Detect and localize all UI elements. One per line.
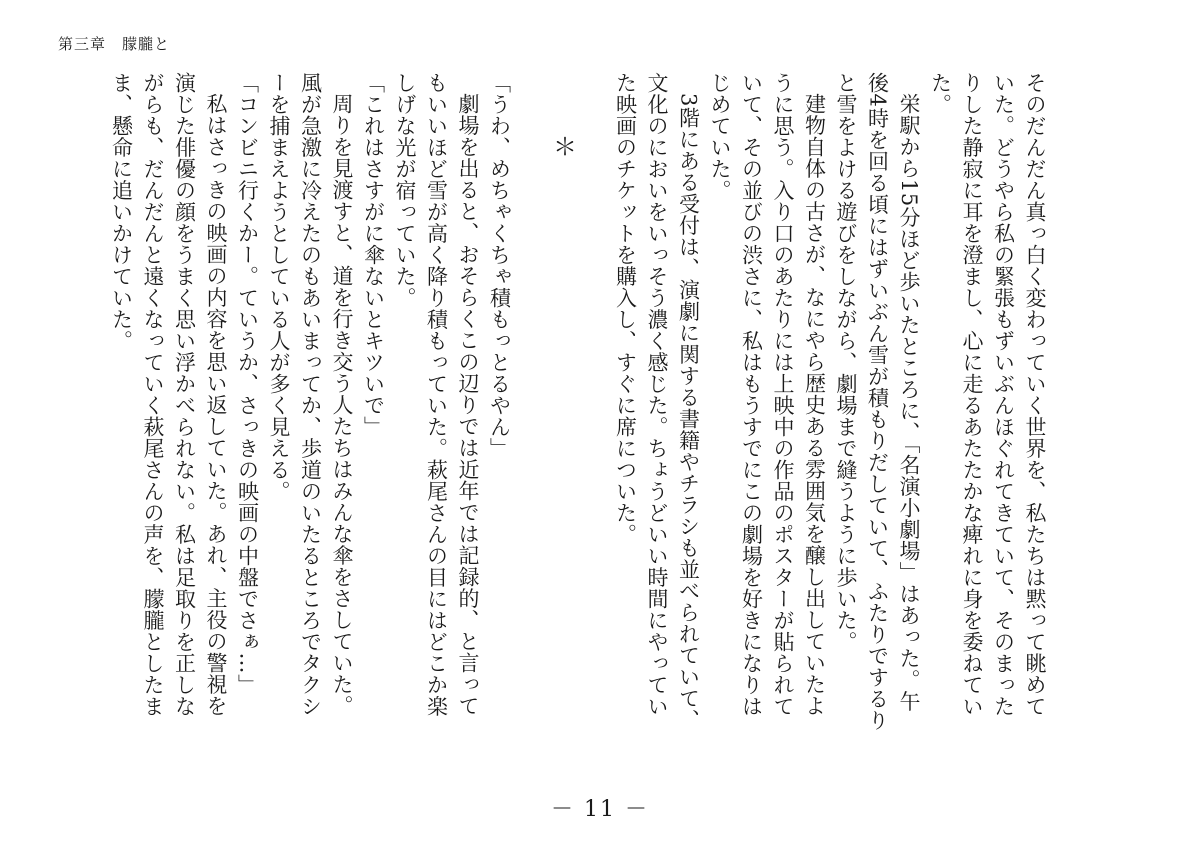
vertical-body-text (105, 72, 1050, 732)
paragraph-7: 私はさっきの映画の内容を思い返していた。あれ、主役の警視を演じた俳優の顔をうまく思い浮かべられない。私は足取りを正しながらも、だんだんと遠くなっていく萩尾さんの声を、朦朧としたまま、懸命に追いかけていた。 (109, 72, 228, 717)
dialogue-2: 「これはさすがに傘ないとキツいで」 (361, 72, 386, 438)
chapter-header: 第三章 朦朧と (58, 35, 171, 53)
paragraph-4: 3階にある受付は、演劇に関する書籍やチラシも並べられていて、文化のにおいをいっそう濃く感じた。ちょうどいい時間にやっていた映画のチケットを購入し、すぐに席についた。 (613, 72, 701, 731)
dialogue-1: 「うわ、めちゃくちゃ積もっとるやん」 (487, 72, 512, 459)
page-number: － 11 － (551, 797, 649, 822)
section-separator: ＊ (548, 134, 577, 159)
dialogue-3: 「コンビニ行くかー。ていうか、さっきの映画の中盤でさぁ…」 (235, 72, 260, 696)
paragraph-6: 周りを見渡すと、道を行き交う人たちはみんな傘をさしていた。風が急激に冷えたのもあいまってか、歩道のいたるところでタクシーを捕まえようとしている人が多く見える。 (267, 72, 354, 717)
paragraph-1: そのだんだん真っ白く変わっていく世界を、私たちは黙って眺めていた。どうやら私の緊張もずいぶんほぐれてきていて、そのまったりした静寂に耳を澄まし、心に走るあたたかな痺れに身を委ねていた。 (928, 72, 1047, 717)
blank-line (515, 72, 547, 732)
blank-line (578, 72, 610, 732)
paragraph-2: 栄駅から15分ほど歩いたところに、「名演小劇場」はあった。午後4時を回る頃にはずいぶん雪が積もりだしていて、ふたりでするりと雪をよける遊びをしながら、劇場まで縫うように歩いた。 (834, 72, 921, 731)
paragraph-5: 劇場を出ると、おそらくこの辺りでは近年では記録的、と言ってもいいほど雪が高く降り積もっていた。萩尾さんの目にはどこか楽しげな光が宿っていた。 (393, 72, 480, 717)
paragraph-3: 建物自体の古さが、なにやら歴史ある雰囲気を醸し出していたように思う。入り口のあたりには上映中の作品のポスターが貼られていて、その並びの渋さに、私はもうすでにこの劇場を好きになりはじめていた。 (708, 72, 827, 717)
